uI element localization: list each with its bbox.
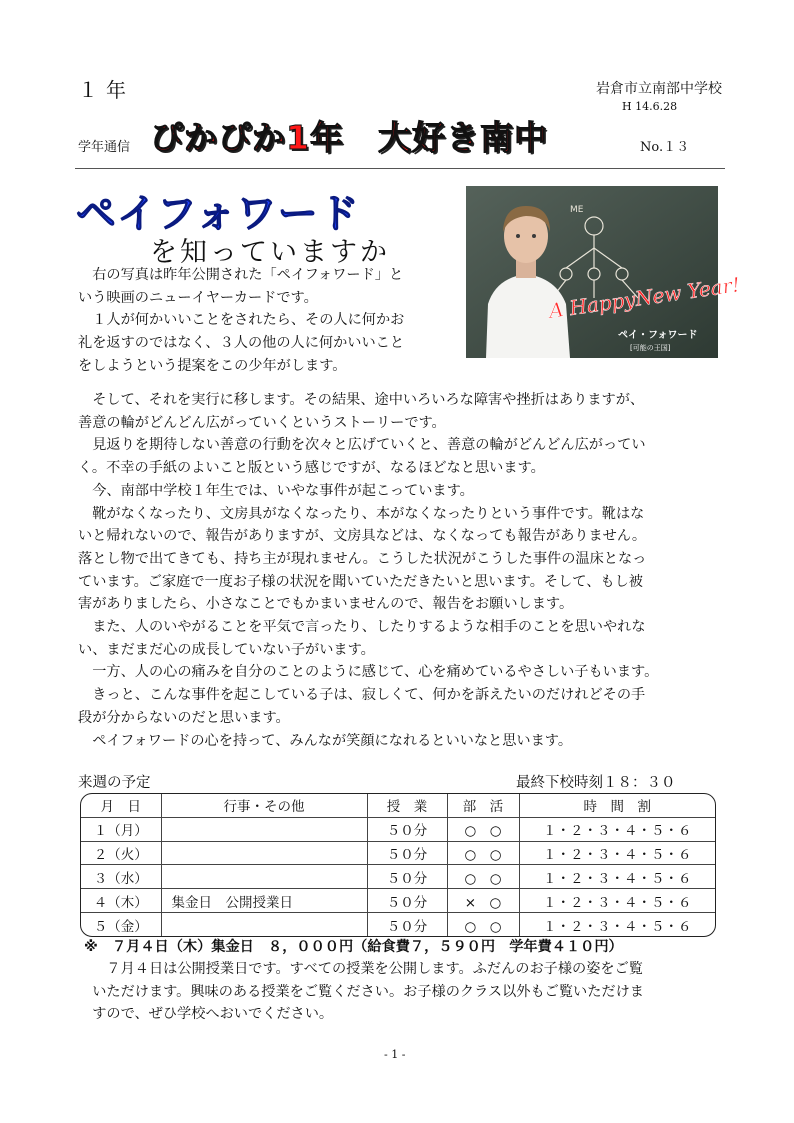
article-title: ペイフォワード (76, 191, 360, 237)
issue-number: No.１３ (640, 140, 690, 155)
cell-day: １（月） (81, 817, 161, 841)
paragraph-line: １人が何かいいことをされたら、その人に何かお (78, 312, 405, 329)
paragraph-line: 害がありましたら、小さなことでもかまいませんので、報告をお願いします。 (78, 596, 574, 613)
issue-date: H 14.6.28 (622, 100, 678, 113)
cell-day: ４（木） (81, 889, 161, 913)
table-row (81, 841, 715, 865)
cell-event (161, 913, 367, 936)
cell-periods: １・２・３・４・５・６ (519, 841, 715, 865)
cell-club: ○ ○ (447, 817, 519, 841)
paragraph-line: いう映画のニューイヤーカードです。 (78, 289, 318, 306)
paragraph-line: をしようという提案をこの少年がします。 (78, 357, 347, 374)
col-event: 行事・その他 (161, 794, 367, 817)
paragraph-line: 礼を返すのではなく、３人の他の人に何かいいこと (78, 335, 405, 352)
cell-classes: ５０分 (367, 913, 447, 936)
cell-club: ○ ○ (447, 865, 519, 889)
paragraph-line: いただけます。興味のある授業をご覧ください。お子様のクラス以外もご覧いただけま (78, 983, 644, 1000)
movie-card-photo (466, 186, 742, 358)
payment-note: ※ ７月４日（木）集金日 ８，０００円（給食費７，５９０円 学年費４１０円） (84, 939, 623, 955)
col-classes: 授 業 (367, 794, 447, 817)
paragraph-line: いと帰れないので、報告がありますが、文房具などは、なくなっても報告がありません。 (78, 528, 647, 545)
dismissal-time: 最終下校時刻１８：３０ (516, 775, 676, 791)
table-header-row (81, 794, 715, 817)
cell-club: ○ ○ (447, 913, 519, 936)
cell-event (161, 841, 367, 865)
paragraph-line: 見返りを期待しない善意の行動を次々と広げていくと、善意の輪がどんどん広がってい (78, 437, 646, 454)
cell-event: 集金日 公開授業日 (161, 889, 367, 913)
paragraph-line: また、人のいやがることを平気で言ったり、したりするような相手のことを思いやれな (78, 619, 646, 636)
paragraph-line: そして、それを実行に移します。その結果、途中いろいろな障害や挫折はありますが、 (78, 392, 645, 408)
col-date: 月 日 (81, 794, 161, 817)
movie-card-illustration (466, 186, 742, 358)
article-subtitle: を知っていますか (150, 237, 390, 268)
photo-sub-caption: [可能の王国] (630, 344, 671, 352)
cell-periods: １・２・３・４・５・６ (519, 889, 715, 913)
body-paragraph (78, 389, 658, 752)
paragraph-line: い、まだまだ心の成長していない子がいます。 (78, 641, 375, 658)
cell-event (161, 817, 367, 841)
paragraph-line: 今、南部中学校１年生では、いやな事件が起こっています。 (78, 482, 474, 499)
schedule-heading: 来週の予定 (78, 775, 151, 791)
board-text: ME (570, 205, 584, 215)
paragraph-line: ペイフォワードの心を持って、みんなが笑顔になれるといいなと思います。 (78, 732, 573, 749)
cell-day: ２（火） (81, 841, 161, 865)
paragraph-line: ７月４日は公開授業日です。すべての授業を公開します。ふだんのお子様の姿をご覧 (78, 961, 643, 977)
school-name: 岩倉市立南部中学校 (596, 81, 722, 97)
cell-periods: １・２・３・４・５・６ (519, 913, 715, 936)
greeting-text: A HappyNew Year! (547, 272, 742, 323)
cell-classes: ５０分 (367, 841, 447, 865)
banner-title: ぴかぴか1年 大好き南中 (150, 118, 548, 157)
header-divider (75, 168, 725, 169)
schedule-table (80, 793, 716, 937)
table-row (81, 865, 715, 889)
cell-day: ５（金） (81, 913, 161, 936)
table-row (81, 889, 715, 913)
cell-periods: １・２・３・４・５・６ (519, 817, 715, 841)
cell-club: × ○ (447, 889, 519, 913)
paragraph-line: く。不幸の手紙のよいこと版という感じですが、なるほどなと思います。 (78, 460, 545, 477)
page-number: - 1 - (384, 1048, 406, 1061)
series-label: 学年通信 (78, 140, 131, 155)
paragraph-line: きっと、こんな事件を起こしている子は、寂しくて、何かを訴えたいのだけれどその手 (78, 687, 646, 704)
paragraph-line: 右の写真は昨年公開された「ペイフォワード」と (78, 267, 404, 283)
cell-classes: ５０分 (367, 865, 447, 889)
paragraph-line: 落とし物で出てきても、持ち主が現れません。こうした状況がこうした事件の温床となっ (78, 550, 647, 567)
paragraph-line: ています。ご家庭で一度お子様の状況を聞いていただきたいと思います。そして、もし被 (78, 573, 643, 590)
cell-club: ○ ○ (447, 841, 519, 865)
paragraph-line: 段が分からないのだと思います。 (78, 709, 290, 726)
cell-classes: ５０分 (367, 817, 447, 841)
cell-event (161, 865, 367, 889)
cell-classes: ５０分 (367, 889, 447, 913)
cell-periods: １・２・３・４・５・６ (519, 865, 715, 889)
table-row (81, 913, 715, 936)
intro-paragraph (78, 264, 404, 378)
paragraph-line: 善意の輪がどんどん広がっていくというストーリーです。 (78, 414, 446, 431)
table-row (81, 817, 715, 841)
photo-caption: ペイ・フォワード (618, 330, 698, 341)
col-club: 部 活 (447, 794, 519, 817)
grade-label: １年 (78, 78, 134, 102)
paragraph-line: 一方、人の心の痛みを自分のことのように感じて、心を痛めているやさしい子もいます。 (78, 664, 659, 681)
cell-day: ３（水） (81, 865, 161, 889)
col-periods: 時 間 割 (519, 794, 715, 817)
open-class-paragraph (78, 958, 644, 1026)
paragraph-line: 靴がなくなったり、文房具がなくなったり、本がなくなったりという事件です。靴はな (78, 505, 645, 522)
paragraph-line: すので、ぜひ学校へおいでください。 (78, 1006, 334, 1023)
